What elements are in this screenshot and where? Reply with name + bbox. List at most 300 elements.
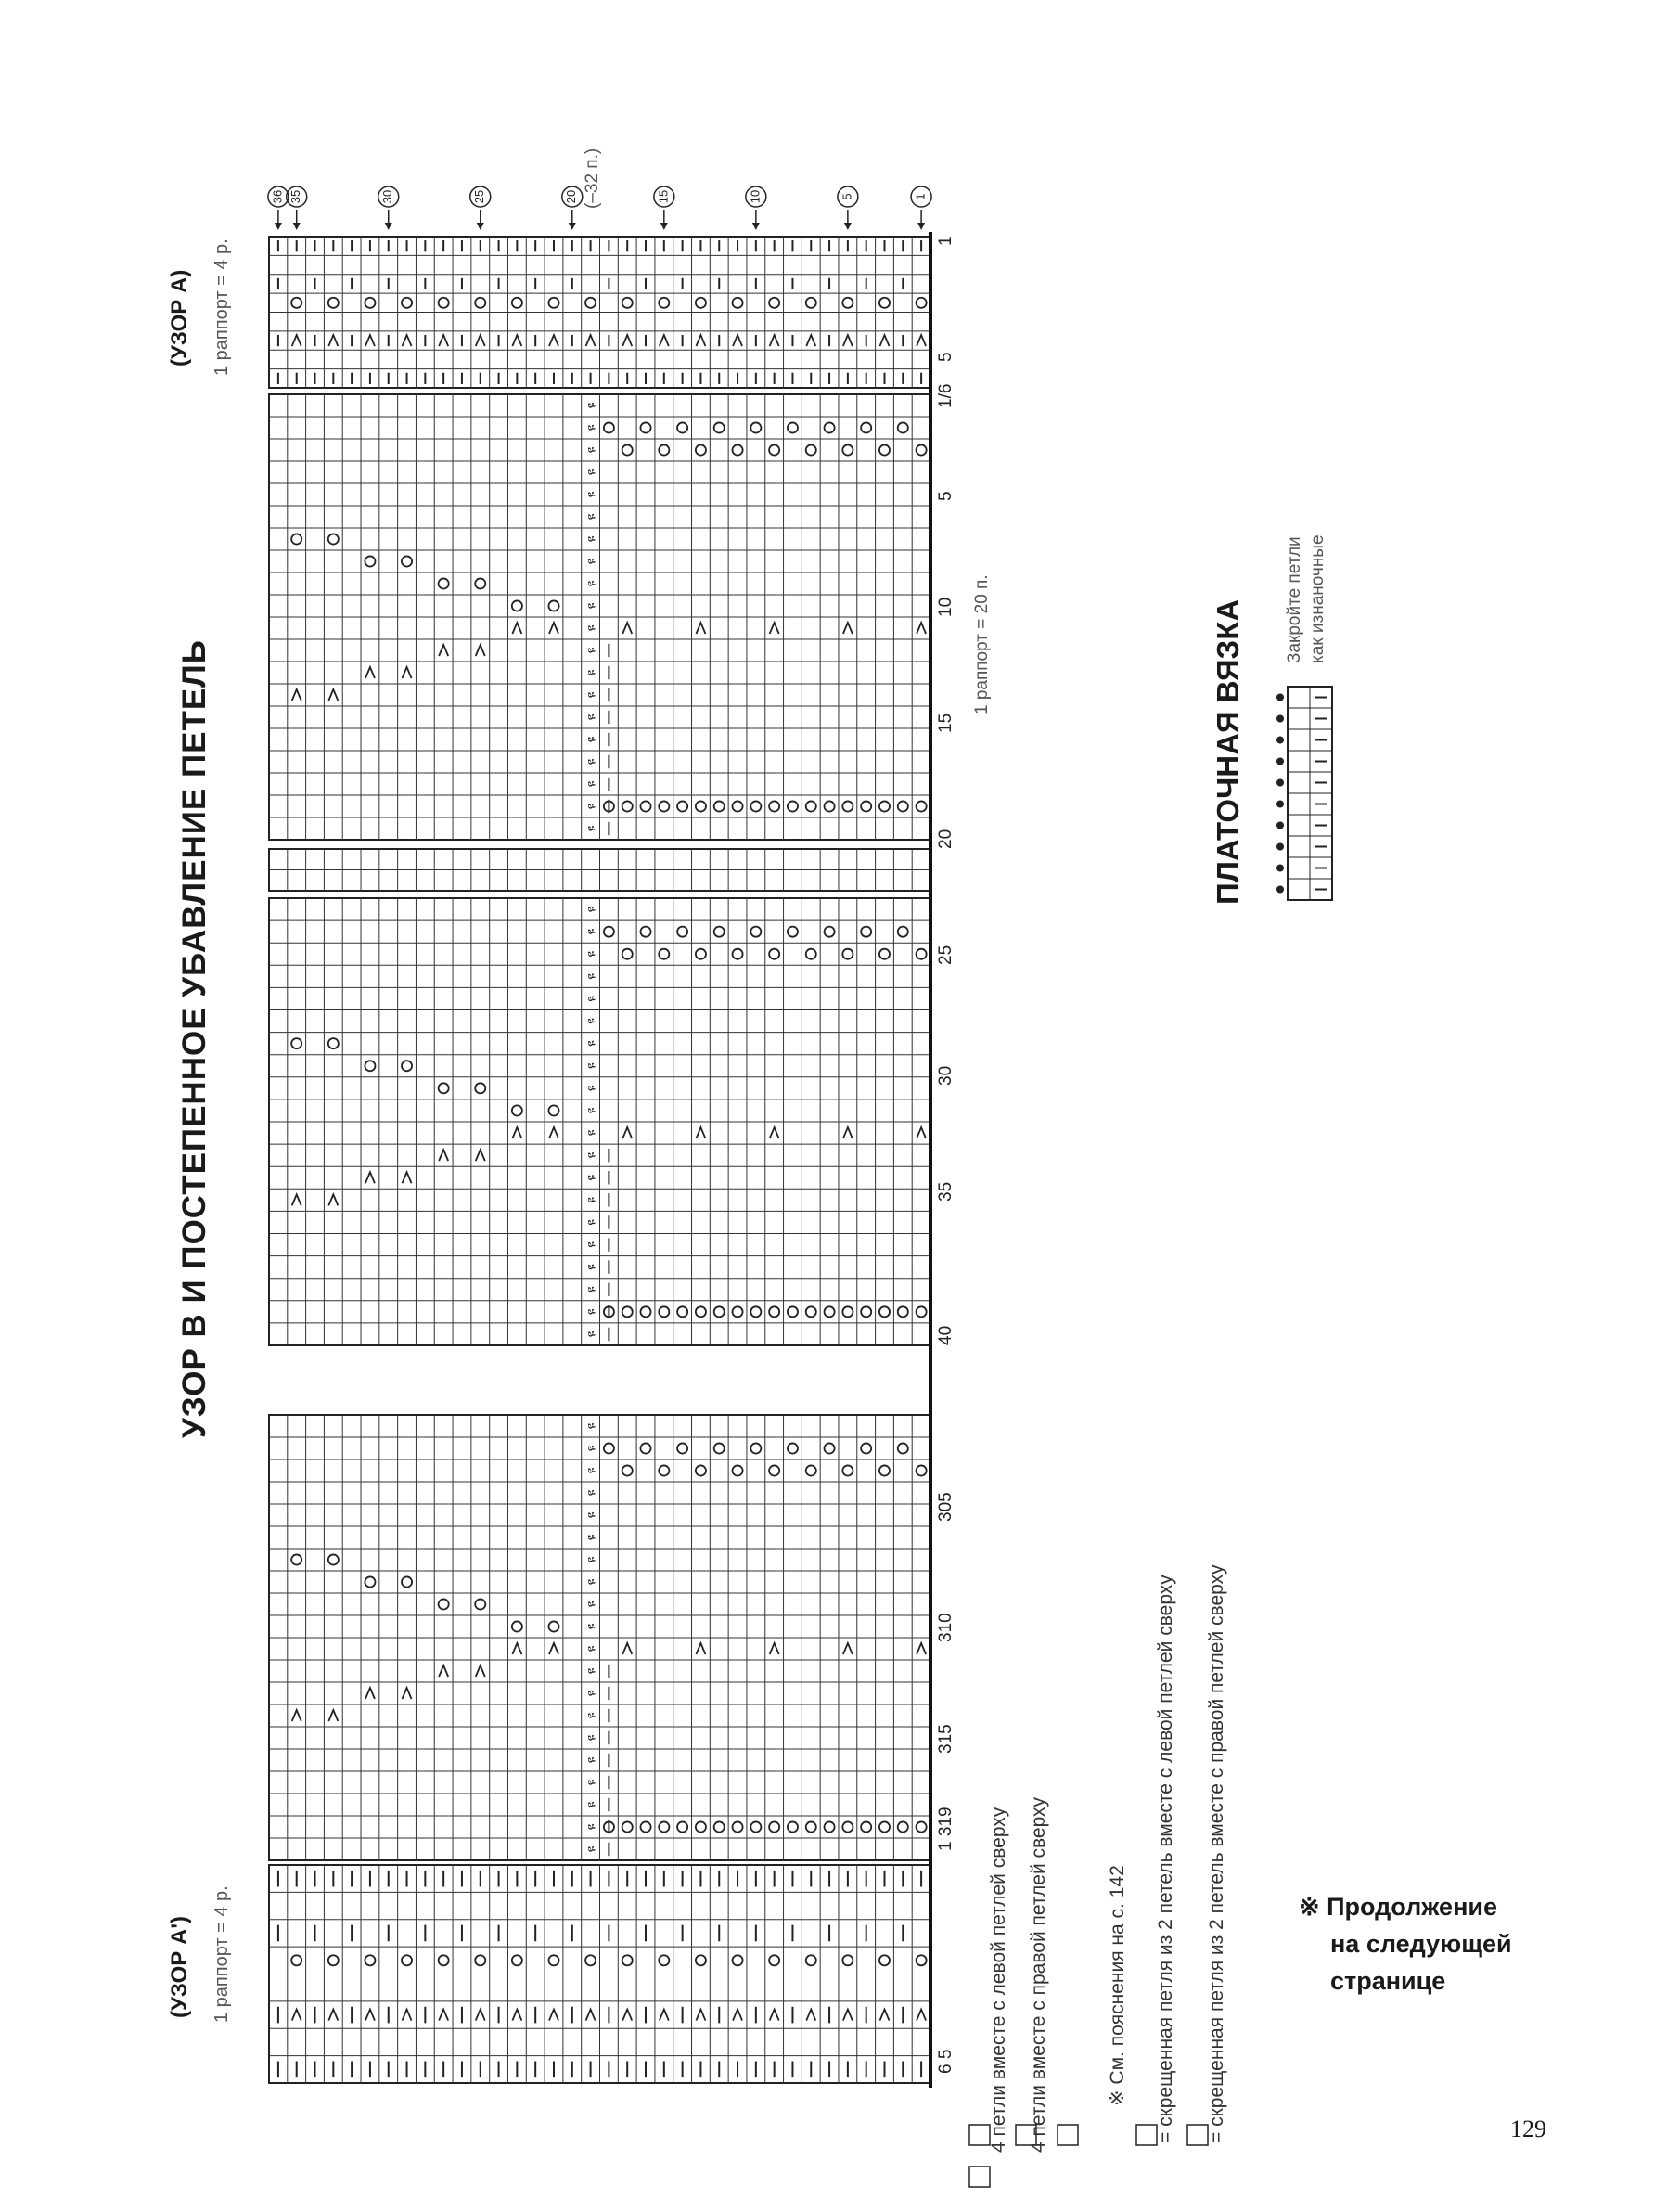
yo-symbol [677,1306,687,1317]
yo-symbol [788,927,798,937]
yo-symbol [475,578,485,588]
svg-text:ዩ: ዩ [584,1578,598,1586]
twist-symbol [584,446,598,453]
legend-see-note: ※ См. пояснения на с. 142 [1107,1865,1128,2106]
yo-symbol [879,801,890,811]
column-number: 35 [936,1181,955,1202]
yo-symbol [769,1821,779,1832]
twist-symbol [584,1062,598,1069]
yo-symbol [732,1465,742,1475]
twist-symbol [584,1601,598,1607]
svg-text:ዩ: ዩ [584,602,598,610]
yo-symbol [439,578,449,588]
k2tog-symbol [843,1127,853,1138]
yo-symbol [439,298,449,308]
row-mark [378,186,399,230]
svg-text:25: 25 [472,189,487,204]
svg-text:ዩ: ዩ [584,1308,598,1316]
k2tog-symbol [696,1643,705,1654]
yo-symbol [328,1038,339,1048]
k2tog-symbol [439,645,448,656]
yo-symbol [439,1955,449,1965]
yo-symbol [842,949,853,959]
yo-symbol [898,801,908,811]
k2tog-symbol [622,2010,632,2021]
segment-gap [269,849,930,891]
svg-text:ዩ: ዩ [584,1445,598,1452]
yo-symbol [732,444,742,455]
svg-text:ዩ: ዩ [584,1823,598,1831]
yo-symbol [328,534,339,544]
svg-text:ዩ: ዩ [584,780,598,788]
yo-symbol [917,298,927,308]
page-number: 129 [1510,2115,1546,2142]
twist-symbol [584,1823,598,1830]
chart-title: УЗОР В И ПОСТЕПЕННОЕ УБАВЛЕНИЕ ПЕТЕЛЬ [176,639,212,1438]
yo-symbol [788,422,798,432]
k2tog-symbol [292,1710,301,1721]
row-mark [470,186,491,230]
pattern-a-prime-label: (УЗОР А') [167,1915,192,2018]
yo-symbol [659,1465,669,1475]
yo-symbol [677,927,687,937]
svg-text:ዩ: ዩ [584,736,598,743]
yo-symbol [548,298,558,308]
yo-symbol [879,949,890,959]
segment-pattern-a [269,237,930,388]
svg-text:ዩ: ዩ [584,424,598,431]
svg-text:ዩ: ዩ [584,1018,598,1024]
yo-symbol [825,1306,835,1317]
yo-symbol [402,1955,412,1965]
legend-k4tog-left [988,1807,1010,2153]
yo-symbol [604,1443,614,1453]
k2tog-symbol [660,335,669,346]
yo-symbol [769,949,779,959]
column-number: 1/6 [936,383,955,408]
twist-symbol [584,1511,598,1518]
row-mark [287,186,307,230]
yo-symbol [750,1821,761,1832]
yo-symbol [806,949,816,959]
svg-text:ዩ: ዩ [584,1197,598,1203]
k2tog-symbol [586,335,596,346]
twist-symbol [584,973,598,980]
svg-text:10: 10 [748,189,763,204]
k2tog-symbol [512,2010,521,2021]
twist-symbol [584,780,598,787]
yo-symbol [696,1821,706,1832]
yo-symbol [622,1306,633,1317]
yo-symbol [842,1465,853,1475]
yo-symbol [750,1443,761,1453]
column-number: 40 [936,1325,955,1345]
svg-text:ዩ: ዩ [584,624,598,632]
k2tog-symbol [476,1150,485,1161]
yo-symbol [512,600,522,611]
k2tog-symbol [806,335,815,346]
yo-symbol [714,1306,725,1317]
svg-text:ዩ: ዩ [584,491,598,498]
platok-dot [1276,822,1284,829]
k2tog-symbol [365,2010,375,2021]
yo-symbol [291,1554,301,1564]
k2tog-symbol [476,335,485,346]
k2tog-symbol [696,335,705,346]
k2tog-symbol [292,1194,301,1205]
yo-symbol [917,1821,927,1832]
twist-symbol [584,1623,598,1629]
k2tog-symbol [403,2010,412,2021]
yo-symbol [402,556,412,566]
svg-text:ዩ: ዩ [584,1107,598,1114]
k2tog-symbol [439,2010,448,2021]
yo-symbol [806,801,816,811]
yo-symbol [825,927,835,937]
platok-dot [1276,865,1284,872]
svg-text:ዩ: ዩ [584,1801,598,1808]
k2tog-symbol [512,1643,521,1654]
yo-symbol [917,1955,927,1965]
twist-symbol [584,1734,598,1741]
svg-text:ዩ: ዩ [584,691,598,699]
k2tog-symbol [512,1127,521,1138]
yo-symbol [861,927,871,937]
twist-symbol [584,951,598,958]
svg-text:ዩ: ዩ [584,647,598,654]
yo-symbol [659,949,669,959]
k2tog-symbol [770,335,779,346]
yo-symbol [879,1821,890,1832]
yo-symbol [696,298,706,308]
yo-symbol [806,1465,816,1475]
svg-text:ዩ: ዩ [584,1422,598,1430]
platok-note-1: Закройте петли [1285,536,1304,663]
svg-text:ዩ: ዩ [584,1734,598,1742]
legend-k4tog-right-text: 4 петли вместе с правой петлей сверху [1028,1796,1049,2153]
k2tog-symbol [660,2010,669,2021]
k2tog-symbol [328,335,338,346]
svg-text:ዩ: ዩ [584,906,598,913]
yo-symbol [879,298,890,308]
svg-text:ዩ: ዩ [584,1756,598,1764]
yo-symbol [861,1443,871,1453]
column-number: 5 [936,491,955,501]
twist-symbol [584,1422,598,1429]
legend-icon [1136,2125,1157,2145]
yo-symbol [640,1821,650,1832]
yo-symbol [825,1443,835,1453]
twist-symbol [584,1845,598,1852]
yo-symbol [548,1955,558,1965]
platok-dot [1276,758,1284,765]
k2tog-symbol [917,623,926,634]
row-mark [911,186,931,230]
column-number: 1 [936,236,955,246]
twist-symbol [584,1467,598,1473]
twist-symbol [584,1018,598,1024]
pattern-a-prime-repeat: 1 раппорт = 4 р. [212,1885,232,2023]
yo-symbol [677,1821,687,1832]
k2tog-symbol [328,689,338,701]
yo-symbol [659,1955,669,1965]
platok-grid [1276,687,1332,900]
yo-symbol [898,1821,908,1832]
k2tog-symbol [917,335,926,346]
yo-symbol [365,556,375,566]
k2tog-symbol [476,2010,485,2021]
k2tog-symbol [328,1710,338,1721]
svg-text:ዩ: ዩ [584,1062,598,1069]
twist-symbol [584,402,598,408]
twist-symbol [584,1756,598,1763]
yo-symbol [769,1306,779,1317]
legend-k4tog-right [1028,1797,1050,2153]
twist-symbol [584,469,598,475]
yo-symbol [825,801,835,811]
twist-symbol [584,1286,598,1292]
yo-symbol [696,444,706,455]
row-mark [654,186,674,230]
twist-symbol [584,558,598,564]
yo-symbol [825,422,835,432]
row-mark [562,186,583,230]
svg-text:ዩ: ዩ [584,1241,598,1248]
yo-symbol [696,949,706,959]
yo-symbol [640,1443,650,1453]
twist-symbol [584,535,598,542]
yo-symbol [291,298,301,308]
yo-symbol [842,1821,853,1832]
yo-symbol [842,298,853,308]
k2tog-symbol [843,2010,853,2021]
svg-text:ዩ: ዩ [584,1779,598,1786]
k2tog-symbol [439,335,448,346]
twist-symbol [584,803,598,809]
yo-symbol [788,1306,798,1317]
twist-symbol [584,1645,598,1652]
legend-k4tog-left-text: 4 петли вместе с левой петлей сверху [988,1807,1009,2153]
column-number: 5 [936,352,955,362]
yo-symbol [291,1038,301,1048]
yo-symbol [917,949,927,959]
platok-dot [1276,715,1284,723]
yo-symbol [732,949,742,959]
yo-symbol [750,1306,761,1317]
k2tog-symbol [806,2010,815,2021]
yo-symbol [512,1621,522,1631]
yo-symbol [732,1821,742,1832]
svg-text:ዩ: ዩ [584,1151,598,1159]
k2tog-symbol [476,645,485,656]
yo-symbol [604,422,614,432]
yo-symbol [842,801,853,811]
yo-symbol [769,1955,779,1965]
yo-symbol [788,1443,798,1453]
svg-text:ዩ: ዩ [584,1667,598,1675]
k2tog-symbol [403,1172,412,1183]
legend-icon [1187,2125,1208,2145]
svg-text:ዩ: ዩ [584,1845,598,1853]
yo-symbol [677,1443,687,1453]
svg-text:ዩ: ዩ [584,973,598,980]
svg-text:35: 35 [289,189,303,204]
twist-symbol [584,1445,598,1451]
yo-symbol [585,1955,596,1965]
yo-symbol [365,1061,375,1071]
yo-symbol [898,422,908,432]
yo-symbol [622,801,633,811]
yo-symbol [917,1306,927,1317]
continuation-line-2: на следующей [1330,1930,1512,1958]
yo-symbol [788,801,798,811]
yo-symbol [806,298,816,308]
k2tog-symbol [439,1665,448,1677]
pattern-a-label: (УЗОР А) [167,269,192,366]
yo-symbol [622,949,633,959]
column-number: 315 [936,1724,955,1754]
yo-symbol [879,444,890,455]
k2tog-symbol [512,335,521,346]
k2tog-symbol [365,1688,375,1699]
svg-text:20: 20 [564,189,579,204]
continuation-note [1299,1888,1512,2000]
twist-symbol [584,1578,598,1585]
yo-symbol [677,801,687,811]
k2tog-symbol [770,2010,779,2021]
yo-symbol [548,1621,558,1631]
svg-text:ዩ: ዩ [584,1556,598,1563]
twist-symbol [584,1801,598,1807]
yo-symbol [291,534,301,544]
yo-symbol [696,1955,706,1965]
yo-symbol [439,1083,449,1093]
twist-symbol [584,1712,598,1718]
yo-symbol [696,1306,706,1317]
twist-symbol [584,1489,598,1496]
yo-symbol [696,1465,706,1475]
yo-symbol [806,1955,816,1965]
legend-box [969,2167,990,2187]
twist-symbol [584,1040,598,1047]
svg-text:36: 36 [270,189,285,204]
continuation-line-3: странице [1330,1967,1446,1995]
svg-text:ዩ: ዩ [584,1467,598,1474]
row-mark [746,186,766,230]
yo-symbol [402,1061,412,1071]
svg-text:ዩ: ዩ [584,1264,598,1270]
yo-symbol [585,298,596,308]
segment-repeat-3 [269,1415,930,1860]
yo-symbol [365,1576,375,1587]
yo-symbol [732,1955,742,1965]
yo-symbol [402,1576,412,1587]
platok-dot [1276,843,1284,851]
legend-box [969,2125,990,2145]
yo-symbol [879,1955,890,1965]
yo-symbol [659,1306,669,1317]
twist-symbol [584,1690,598,1696]
yo-symbol [622,1955,633,1965]
k2tog-symbol [365,335,375,346]
k2tog-symbol [292,335,301,346]
k2tog-symbol [403,1688,412,1699]
twist-symbol [584,1331,598,1337]
column-number: 20 [936,829,955,849]
svg-text:ዩ: ዩ [584,1712,598,1719]
k2tog-symbol [403,667,412,678]
svg-text:ዩ: ዩ [584,558,598,565]
yo-symbol [640,801,650,811]
yo-symbol [714,801,725,811]
svg-text:30: 30 [380,189,395,204]
segment-pattern-a-prime [269,1865,930,2083]
k2tog-symbol [696,623,705,634]
column-number: 15 [936,713,955,733]
yo-symbol [861,1821,871,1832]
svg-text:ዩ: ዩ [584,1175,598,1181]
k2tog-symbol [439,1150,448,1161]
yo-symbol [512,1105,522,1115]
svg-text:ዩ: ዩ [584,1690,598,1697]
twist-symbol [584,1175,598,1181]
twist-symbol [584,1151,598,1158]
k2tog-symbol [328,2010,338,2021]
k2tog-symbol [843,335,853,346]
twist-symbol [584,1085,598,1091]
k2tog-symbol [879,335,889,346]
twist-symbol [584,491,598,497]
k2tog-symbol [365,1172,375,1183]
yo-symbol [548,600,558,611]
k2tog-symbol [770,1643,779,1654]
yo-symbol [750,801,761,811]
k2tog-symbol [733,335,742,346]
yo-symbol [328,298,339,308]
k2tog-symbol [917,2010,926,2021]
yo-symbol [475,1955,485,1965]
k2tog-symbol [292,2010,301,2021]
yo-symbol [604,927,614,937]
k2tog-symbol [549,2010,558,2021]
yo-symbol [622,298,633,308]
svg-text:ዩ: ዩ [584,1331,598,1338]
yo-symbol [439,1599,449,1609]
twist-symbol [584,928,598,934]
column-number: 10 [936,597,955,617]
platok-note-2: как изнаночные [1308,534,1327,663]
twist-symbol [584,758,598,765]
svg-text:ዩ: ዩ [584,669,598,676]
yo-symbol [475,298,485,308]
svg-text:5: 5 [840,193,854,200]
platok-dot [1276,886,1284,894]
yo-symbol [640,1306,650,1317]
k2tog-symbol [365,667,375,678]
svg-text:ዩ: ዩ [584,1286,598,1292]
twist-symbol [584,1534,598,1540]
yo-symbol [548,1105,558,1115]
twist-symbol [584,1219,598,1226]
twist-symbol [584,1197,598,1203]
yo-symbol [714,422,725,432]
twist-symbol [584,647,598,653]
twist-symbol [584,513,598,520]
yo-symbol [696,801,706,811]
yo-symbol [806,1306,816,1317]
yo-symbol [898,1306,908,1317]
twist-symbol [584,580,598,586]
